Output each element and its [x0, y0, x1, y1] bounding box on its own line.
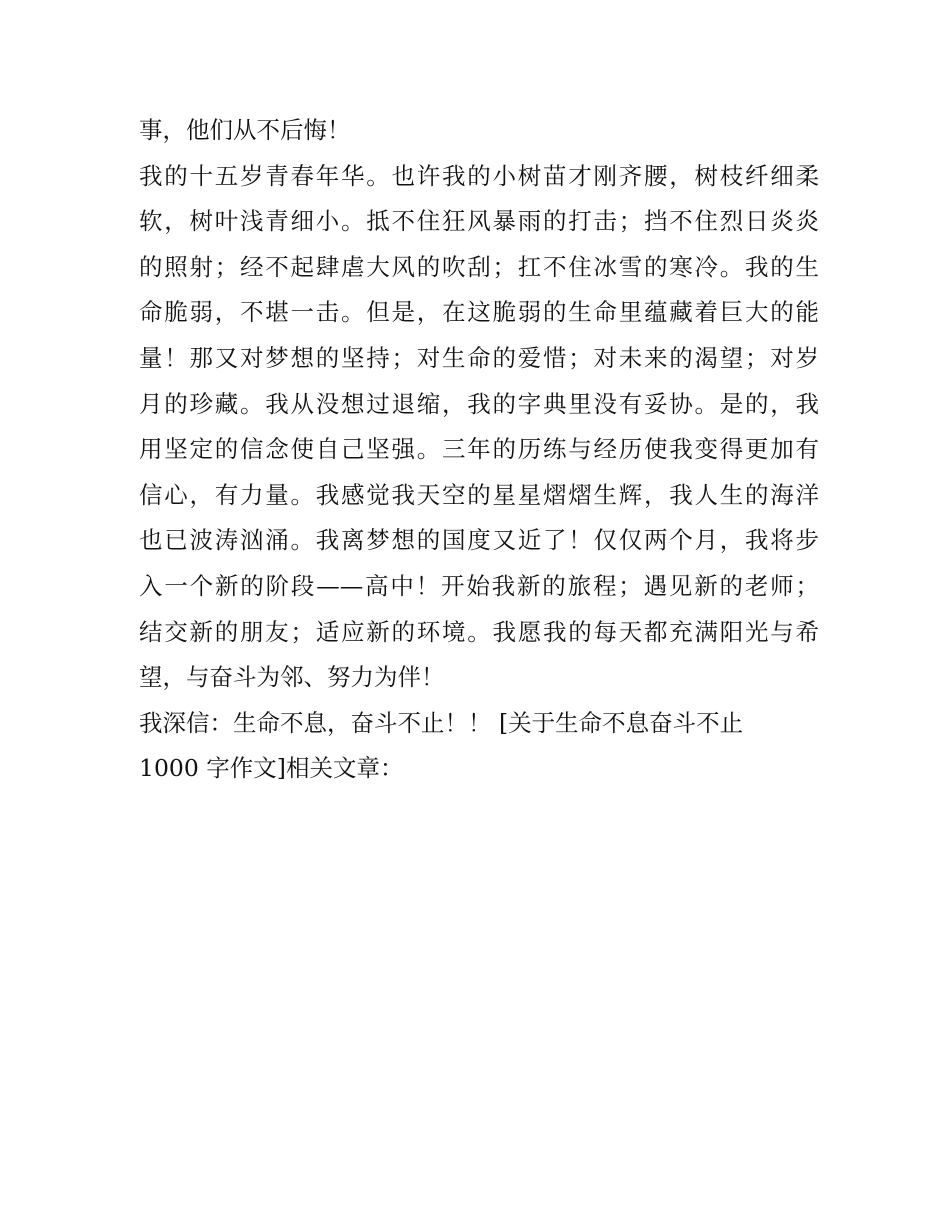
text-line: 软，树叶浅青细小。抵不住狂风暴雨的打击；挡不住烈日炎炎 [139, 207, 819, 236]
text-line: 事，他们从不后悔！ [139, 116, 351, 144]
text-line: 我的十五岁青春年华。也许我的小树苗才刚齐腰，树枝纤细柔 [139, 161, 819, 190]
text-line: 入一个新的阶段——高中！开始我新的旅程；遇见新的老师； [139, 571, 819, 600]
text-line: 也已波涛汹涌。我离梦想的国度又近了！仅仅两个月，我将步 [139, 526, 819, 555]
essay-text [139, 108, 819, 792]
text-line: 我深信：生命不息，奋斗不止！！ [关于生命不息奋斗不止 [139, 708, 744, 737]
text-line: 量！那又对梦想的坚持；对生命的爱惜；对未来的渴望；对岁 [139, 343, 819, 372]
text-line: 望，与奋斗为邻、努力为伴！ [139, 663, 445, 692]
text-line: 结交新的朋友；适应新的环境。我愿我的每天都充满阳光与希 [139, 617, 819, 646]
text-line: 用坚定的信念使自己坚强。三年的历练与经历使我变得更加有 [139, 435, 819, 464]
text-line: 的照射；经不起肆虐大风的吹刮；扛不住冰雪的寒冷。我的生 [139, 252, 819, 281]
text-line: 命脆弱，不堪一击。但是，在这脆弱的生命里蕴藏着巨大的能 [139, 298, 819, 327]
text-line: 信心，有力量。我感觉我天空的星星熠熠生辉，我人生的海洋 [139, 480, 819, 509]
text-line: 1000 字作文]相关文章： [139, 754, 404, 783]
text-line: 月的珍藏。我从没想过退缩，我的字典里没有妥协。是的，我 [139, 389, 819, 418]
